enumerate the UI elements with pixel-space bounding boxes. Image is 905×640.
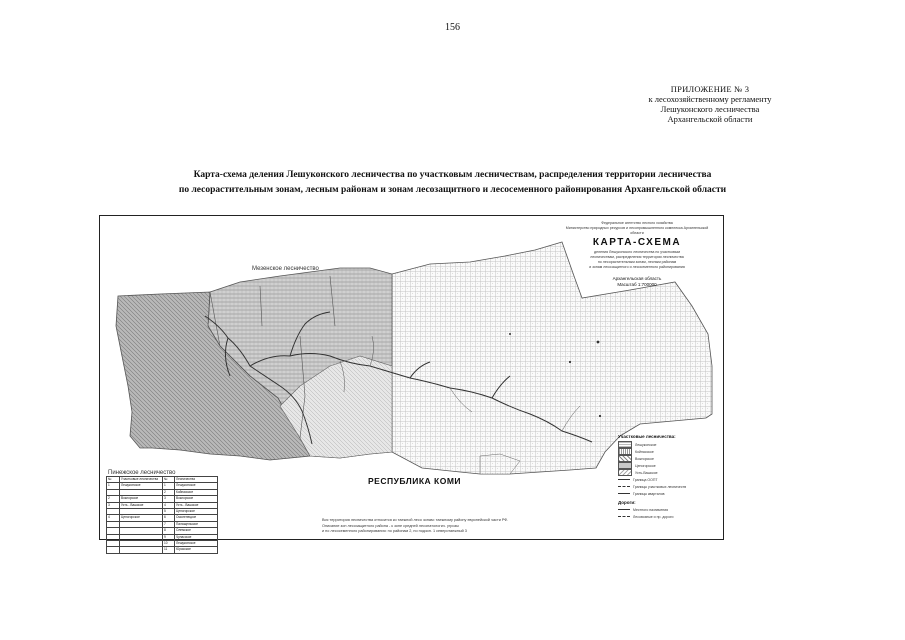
- appendix-note: [640, 84, 780, 124]
- table-row: [107, 547, 218, 553]
- footnote-line-3: и по лесосеменного районирования: по районам 2, по подзон. 1 северотаежный 3: [322, 529, 467, 533]
- legend-label: Границы кварталов: [633, 491, 665, 496]
- legend-line-item: [618, 483, 718, 490]
- footnote-line-2: Описание зон лесозащитного района - к зоне средней лесопатологич. угрозы: [322, 523, 459, 528]
- table-cell: 2: [107, 496, 120, 502]
- title-line-1: Карта-схема деления Лешуконского лесничества по участковым лесничествам, распределения территории лесничества: [193, 170, 712, 180]
- table-cell: Лесничества: [175, 477, 218, 483]
- label-mezen-forestry: Мезенское лесничество: [252, 266, 319, 272]
- inset-desc-line-4: и зонам лесозащитного и лесосеменного районирования: [589, 265, 685, 269]
- forestry-table: [106, 476, 218, 554]
- table-cell: Вожгорское: [120, 496, 163, 502]
- table-cell: №: [163, 477, 175, 483]
- legend-line-item: [618, 476, 718, 483]
- legend-item: [618, 441, 718, 448]
- appendix-line-1: ПРИЛОЖЕНИЕ № 3: [670, 84, 750, 94]
- table-cell: Вожгорское: [175, 496, 218, 502]
- inset-heading: КАРТА-СХЕМА: [592, 237, 682, 248]
- table-cell: 9: [163, 534, 175, 540]
- table-cell: Койнасское: [175, 489, 218, 495]
- table-cell: Ценогорское: [175, 508, 218, 514]
- legend-label: Местного назначения: [633, 507, 669, 512]
- legend-line-swatch: [618, 486, 630, 487]
- label-komi-republic: РЕСПУБЛИКА КОМИ: [368, 476, 462, 486]
- legend-swatch: [618, 448, 632, 455]
- legend-swatch: [618, 469, 632, 476]
- document-title: [120, 168, 785, 198]
- legend-road-item: [618, 506, 718, 513]
- legend-item: [618, 469, 718, 476]
- table-cell: Чуласское: [175, 534, 218, 540]
- legend-road-swatch: [618, 509, 630, 510]
- inset-desc-line-3: по лесорастительным зонам, лесным районам: [597, 260, 677, 264]
- table-cell: 10: [163, 540, 175, 546]
- table-cell: Усть - Вашское: [120, 502, 163, 508]
- table-cell: 5: [163, 508, 175, 514]
- legend-label: Вожгорское: [635, 456, 654, 461]
- table-cell: [120, 547, 163, 553]
- legend-item: [618, 455, 718, 462]
- table-cell: 6: [163, 515, 175, 521]
- table-cell: 1: [163, 483, 175, 489]
- inset-small-line-1: Федеральное агентство лесного хозяйства: [601, 221, 673, 225]
- legend-label: Усть-Вашское: [635, 470, 658, 475]
- legend-label: Границы участковых лесничеств: [633, 484, 687, 489]
- table-cell: 1: [107, 483, 120, 489]
- legend-swatch: [618, 441, 632, 448]
- table-cell: Усть - Вашское: [175, 502, 218, 508]
- table-cell: №: [107, 477, 120, 483]
- table-cell: 3: [163, 496, 175, 502]
- legend-label: Лешуконское: [635, 442, 657, 447]
- inset-scale: Масштаб 1:700000: [617, 282, 657, 287]
- legend-line-item: [618, 490, 718, 497]
- legend-item: [618, 462, 718, 469]
- legend-item: [618, 448, 718, 455]
- table-cell: 4: [163, 502, 175, 508]
- legend-label: Граница ООПТ: [633, 477, 658, 482]
- table-cell: Лешуконское: [175, 540, 218, 546]
- legend-title: Участковые лесничества:: [618, 434, 676, 439]
- map-legend: [618, 434, 718, 534]
- map-frame: [99, 215, 724, 552]
- legend-label: Койнасское: [635, 449, 654, 454]
- inset-region: Архангельская область: [612, 276, 662, 281]
- legend-road-item: [618, 513, 718, 520]
- appendix-line-4: Архангельской области: [667, 114, 753, 124]
- table-cell: Смоленецкое: [175, 515, 218, 521]
- inset-small-line-2: Министерство природных ресурсов и лесопромышленного комплекса Архангельской области: [565, 226, 709, 235]
- appendix-line-3: Лешуконского лесничества: [660, 104, 760, 114]
- legend-road-swatch: [618, 516, 630, 517]
- page-number: 156: [445, 22, 460, 33]
- table-cell: Лешуконское: [120, 483, 163, 489]
- table-cell: 3: [107, 502, 120, 508]
- table-cell: Лешуконское: [175, 483, 218, 489]
- map-inset-header: [562, 221, 712, 288]
- table-cell: 8: [163, 528, 175, 534]
- legend-roads-title: Дороги:: [618, 500, 636, 505]
- table-cell: Ценогорское: [120, 515, 163, 521]
- table-cell: Участковые лесничества: [120, 477, 163, 483]
- legend-swatch: [618, 455, 632, 462]
- legend-line-swatch: [618, 493, 630, 494]
- legend-label: Лесовозные и пр. дороги: [633, 514, 674, 519]
- label-pinega-forestry: Пинежское лесничество: [108, 470, 176, 476]
- table-cell: Олемское: [175, 528, 218, 534]
- footnote-line-1: Вся территория лесничества относится ко таежной лесо зонам: таежному району европейской части РФ.: [322, 518, 509, 522]
- legend-line-swatch: [618, 479, 630, 480]
- legend-swatch: [618, 462, 632, 469]
- table-cell: 2: [163, 489, 175, 495]
- table-cell: 11: [163, 547, 175, 553]
- table-cell: 4: [107, 515, 120, 521]
- table-cell: 7: [163, 521, 175, 527]
- legend-label: Ценогорское: [635, 463, 656, 468]
- map-footnote: [322, 518, 612, 535]
- table-cell: Юрасское: [175, 547, 218, 553]
- table-cell: [107, 547, 120, 553]
- inset-desc-line-1: деления Лешуконского лесничества по участковым: [594, 250, 680, 254]
- table-cell: Палащельское: [175, 521, 218, 527]
- inset-desc-line-2: лесничествам, распределения территории лесничества: [590, 255, 684, 259]
- appendix-line-2: к лесохозяйственному регламенту: [648, 94, 772, 104]
- title-line-2: по лесорастительным зонам, лесным районам и зонам лесозащитного и лесосеменного районирования Архангельской области: [178, 185, 727, 195]
